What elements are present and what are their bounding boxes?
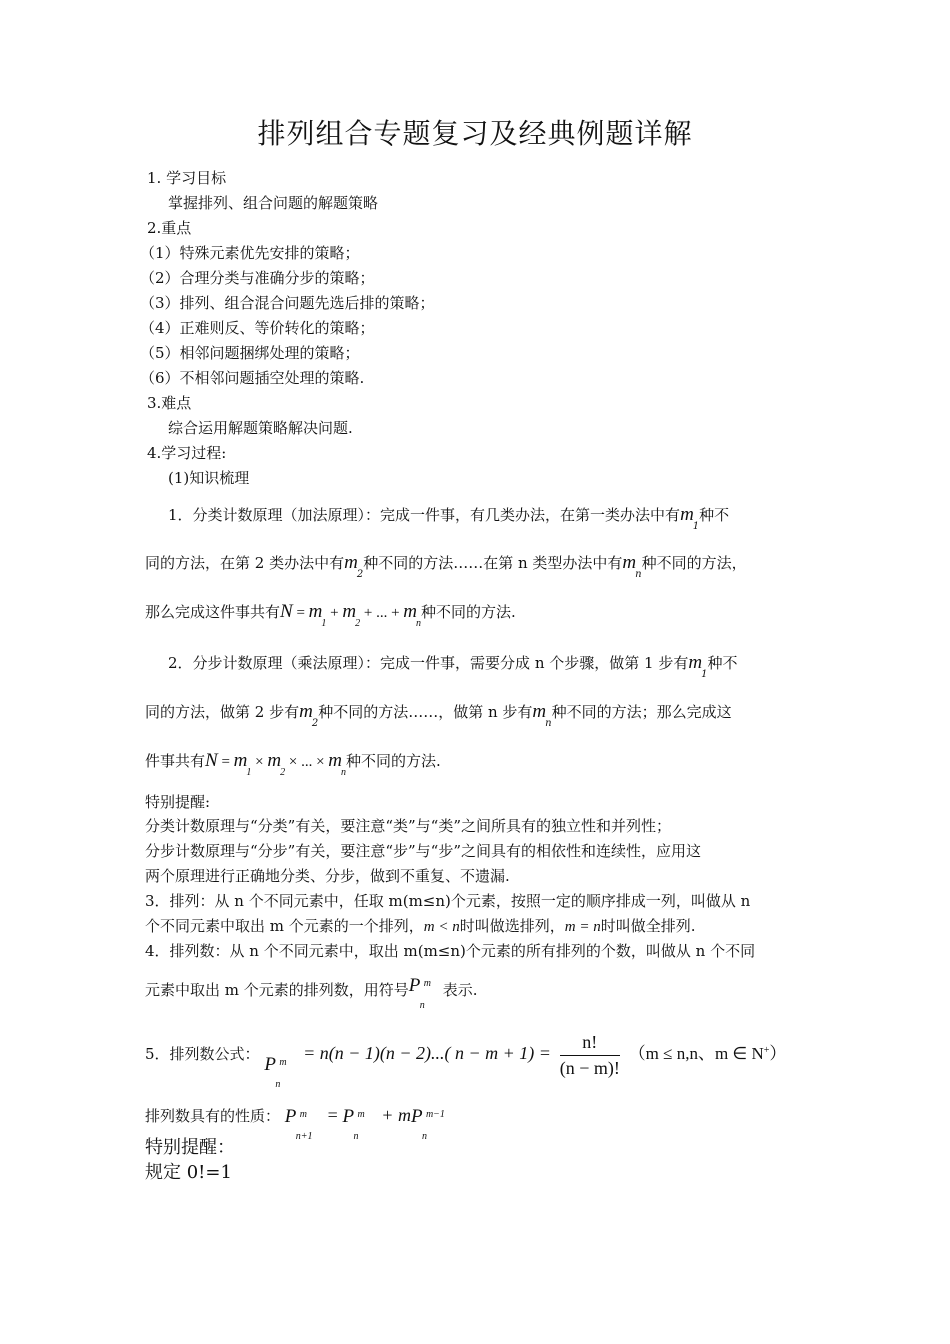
section-4-subheading: (1)知识梳理 [168,469,250,487]
math-expression: m = n [564,919,601,935]
principle-1-line-1: 1．分类计数原理（加法原理）：完成一件事，有几类办法，在第一类办法中有$m_1$种不 [168,504,730,532]
definition-text: 时叫做全排列. [600,917,696,935]
definition-text: 元素中取出 m 个元素的排列数，用符号 [145,981,409,999]
fraction-denominator: (n − m)! [559,1057,620,1078]
reminder-heading: 特别提醒: [145,793,211,811]
section-3-heading: 3.难点 [147,394,192,412]
math-expression: m < n [423,919,460,935]
principle-2-line-1: 2．分步计数原理（乘法原理）：完成一件事，需要分成 n 个步骤，做第 1 步有$m_1$种不 [168,652,738,680]
permutation-property [145,1100,451,1142]
definition-text: 个不同元素中取出 m 个元素的一个排列， [145,917,424,935]
principle-text: 那么完成这件事共有 [145,603,281,621]
permutation-definition-line-2 [145,916,696,937]
principle-text: 种不同的方法……在第 n 类型办法中有 [363,554,623,572]
principle-text: 种不 [707,654,738,672]
section-1-heading: 1. 学习目标 [147,169,227,187]
reminder-2-heading: 特别提醒： [145,1137,235,1158]
section-1-body: 掌握排列、组合问题的解题策略 [168,194,379,212]
section-2-heading: 2.重点 [147,219,192,237]
list-item: （5）相邻问题捆绑处理的策略； [140,344,360,362]
principle-text: 1．分类计数原理（加法原理）：完成一件事，有几类办法，在第一类办法中有 [168,506,681,524]
permutation-symbol: P m n [408,975,431,1011]
formula-label: 5．排列数公式： [145,1045,260,1063]
reminder-line: 分类计数原理与“分类”有关，要注意“类”与“类”之间所具有的独立性和并列性； [145,817,672,835]
principle-2-line-3: 件事共有$N = m_1 \times m_2$ × ... × $m_n$种不同的方法. [145,750,441,778]
principle-text: 种不同的方法……，做第 n 步有 [318,703,533,721]
section-3-body: 综合运用解题策略解决问题. [168,419,353,437]
reminder-line: 两个原理进行正确地分类、分步，做到不重复、不遗漏. [145,867,510,885]
permutation-definition-line-1: 3．排列：从 n 个不同元素中，任取 m(m≤n)个元素，按照一定的顺序排成一列，叫做从 n [145,892,751,910]
section-4-heading: 4.学习过程: [147,444,227,462]
principle-2-line-2: 同的方法，做第 2 步有$m_2$种不同的方法……，做第 n 步有$m_n$种不同的方法；那么完成这 [145,701,732,729]
property-label: 排列数具有的性质： [145,1107,281,1125]
fraction-numerator: n! [560,1032,620,1056]
principle-text: 种不同的方法；那么完成这 [551,703,732,721]
formula-condition-end: ） [769,1044,787,1063]
principle-text: 种不同的方法. [346,752,441,770]
property-operator: = [327,1105,338,1125]
principle-text: 种不同的方法. [421,603,516,621]
permutation-symbol: P m n [342,1106,365,1142]
list-item: （4）正难则反、等价转化的策略； [140,319,375,337]
permutation-symbol: P m−1 n [410,1106,445,1142]
principle-text: 种不 [699,506,730,524]
principle-text: 同的方法，在第 2 类办法中有 [145,554,345,572]
list-item: （3）排列、组合混合问题先选后排的策略； [140,294,435,312]
principle-1-line-3: 那么完成这件事共有$N = m_1 + m_2$ + ... + $m_n$种不同的方法. [145,601,516,629]
formula-condition-sup: + [763,1045,770,1056]
formula-fraction [560,1032,620,1079]
property-operator: + m [381,1105,411,1125]
permutation-count-line-2 [145,975,478,1011]
definition-text: 时叫做选排列， [459,917,565,935]
formula-condition: （m ≤ n,n、m ∈ N [628,1044,764,1063]
list-item: （1）特殊元素优先安排的策略； [140,244,360,262]
principle-1-line-2: 同的方法，在第 2 类办法中有$m_2$种不同的方法……在第 n 类型办法中有$m_n$种不同的方法， [145,552,747,580]
principle-text: 2．分步计数原理（乘法原理）：完成一件事，需要分成 n 个步骤，做第 1 步有 [168,654,689,672]
formula-expression: = n(n − 1)(n − 2)...( n − m + 1) = [303,1043,551,1063]
permutation-symbol: P m n+1 [284,1106,313,1142]
principle-text: 同的方法，做第 2 步有 [145,703,300,721]
reminder-2-body: 规定 0!=1 [145,1162,232,1183]
page-title: 排列组合专题复习及经典例题详解 [257,117,693,150]
principle-text: 件事共有 [145,752,206,770]
permutation-count-line-1: 4．排列数：从 n 个不同元素中，取出 m(m≤n)个元素的所有排列的个数，叫做从 n 个不同 [145,942,756,960]
permutation-symbol: P m n [264,1054,287,1090]
reminder-line: 分步计数原理与“分步”有关，要注意“步”与“步”之间具有的相依性和连续性，应用这 [145,842,702,860]
principle-text: 种不同的方法， [641,554,747,572]
list-item: （2）合理分类与准确分步的策略； [140,269,375,287]
definition-text: 表示. [442,981,478,999]
list-item: （6）不相邻问题插空处理的策略. [140,369,365,387]
permutation-formula [145,1026,787,1090]
